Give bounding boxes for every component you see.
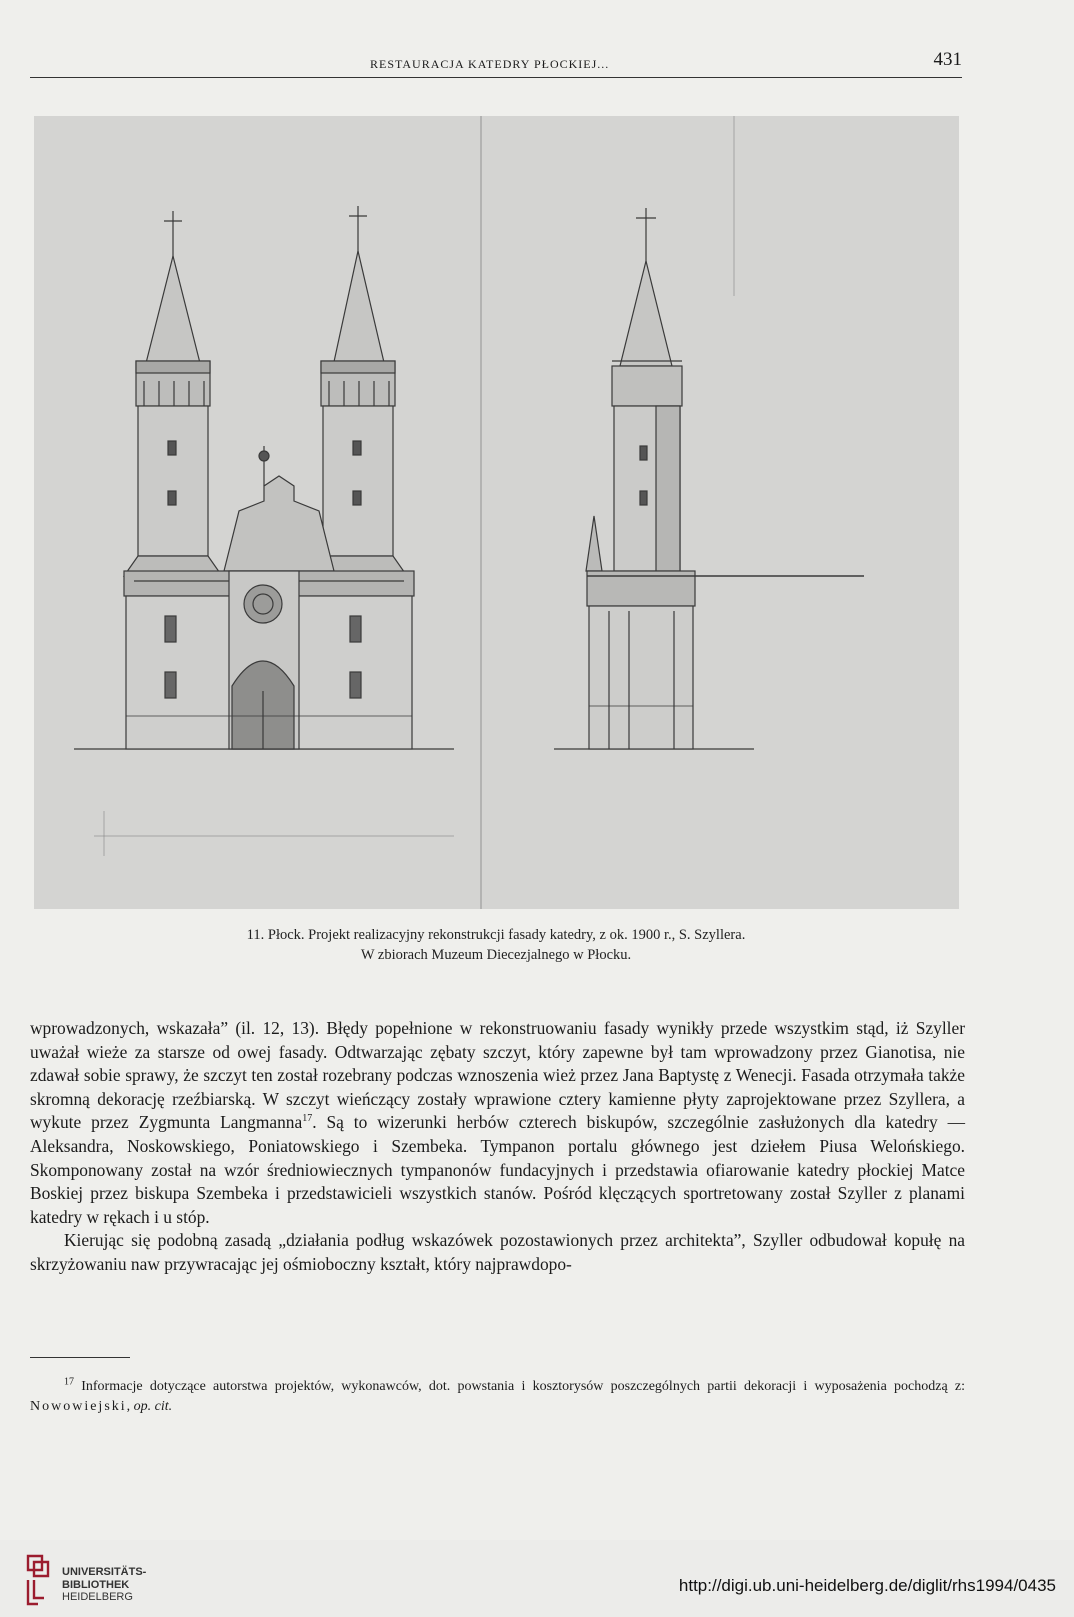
library-name-line-1: UNIVERSITÄTS- bbox=[62, 1566, 147, 1578]
library-name-line-3: HEIDELBERG bbox=[62, 1591, 133, 1603]
footnote-ref-17: 17 bbox=[302, 1113, 313, 1125]
library-logo-icon bbox=[24, 1550, 56, 1608]
footnote-text-b: , bbox=[126, 1399, 134, 1414]
paragraph-1-part-b: . Są to wizerunki herbów czterech biskupów, szczególnie zasłużonych dla katedry — Aleksandra, Noskowskiego, Poniatowskiego i Szembeka. Tympanon portalu głównego jest dziełem Piusa Welońskiego. Skomponowany został na wzór średniowiecznych tympanonów fundacyjnych i przedstawia ofiarowanie katedry płockiej Matce Boskiej przez biskupa Szembeka i przedstawicieli wszystkich stanów. Pośród klęczących sportretowany został Szyller z planami katedry w rękach i u stóp. bbox=[30, 1112, 965, 1227]
caption-line-2: W zbiorach Muzeum Diecezjalnego w Płocku. bbox=[360, 947, 632, 963]
page-number: 431 bbox=[933, 49, 962, 70]
library-name bbox=[62, 1566, 146, 1604]
footnote-17 bbox=[30, 1377, 965, 1417]
caption-line-1: 11. Płock. Projekt realizacyjny rekonstrukcji fasady katedry, z ok. 1900 r., S. Szyllera. bbox=[246, 927, 746, 943]
body-text bbox=[30, 1017, 965, 1277]
source-url-link[interactable]: http://digi.ub.uni-heidelberg.de/diglit/rhs1994/0435 bbox=[678, 1576, 1056, 1595]
footnote-text-a: Informacje dotyczące autorstwa projektów, wykonawców, dot. powstania i kosztorysów poszczególnych partii dekoracji i wyposażenia pochodzą z: bbox=[74, 1379, 965, 1394]
footnote-number: 17 bbox=[64, 1376, 74, 1388]
running-head bbox=[30, 49, 962, 78]
paragraph-1-part-a: wprowadzonych, wskazała” (il. 12, 13). Błędy popełnione w rekonstruowaniu fasady wynikły przede wszystkim stąd, iż Szyller uważał wieże za starsze od owej fasady. Odtwarzając zębaty szczyt, który zapewne był tam wprowadzony przez Gianotisa, nie zdawał sobie sprawy, że szczyt ten został rozebrany podczas wznoszenia wież przez Jana Baptystę z Wenecji. Fasada otrzymała także skromną dekorację rzeźbiarską. W szczyt wieńczący zostały wprawione cztery kamienne płyty zaprojektowane przez Szyllera, a wykute przez Zygmunta Langmanna bbox=[30, 1018, 965, 1133]
footnote-separator bbox=[30, 1357, 130, 1358]
footnote-cit: op. cit. bbox=[133, 1399, 173, 1414]
footnote-author: Nowowiejski bbox=[30, 1399, 127, 1414]
running-title: RESTAURACJA KATEDRY PŁOCKIEJ... bbox=[370, 57, 610, 71]
figure-illustration bbox=[34, 116, 959, 909]
cathedral-drawing bbox=[34, 116, 959, 909]
library-name-line-2: BIBLIOTHEK bbox=[62, 1578, 130, 1591]
paragraph-1 bbox=[30, 1017, 965, 1229]
figure-caption bbox=[30, 925, 962, 965]
paragraph-2: Kierując się podobną zasadą „działania podług wskazówek pozostawionych przez architekta”, Szyller odbudował kopułę na skrzyżowaniu naw przywracając jej ośmioboczny kształt, który najprawdopo- bbox=[30, 1230, 965, 1274]
